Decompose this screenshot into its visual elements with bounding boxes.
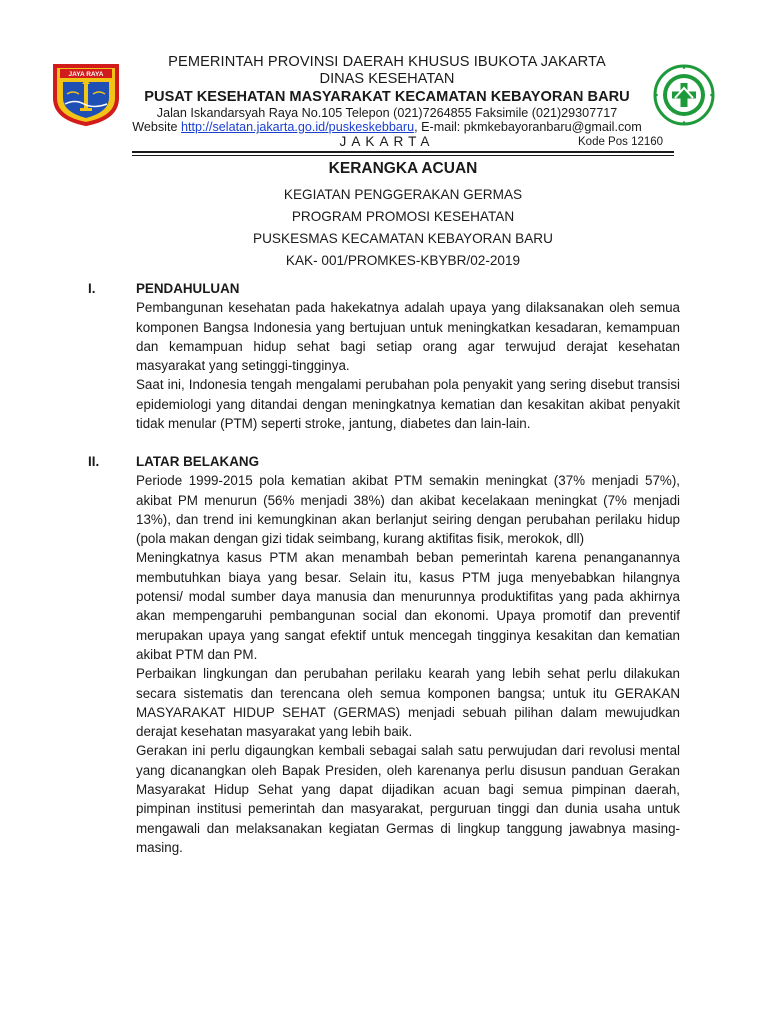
letterhead-line-1: PEMERINTAH PROVINSI DAERAH KHUSUS IBUKOTA JAKARTA <box>168 54 606 70</box>
letterhead-address: Jalan Iskandarsyah Raya No.105 Telepon (021)7264855 Faksimile (021)29307717 <box>156 106 618 120</box>
section-number: II. <box>88 454 100 469</box>
document-subtitle: KEGIATAN PENGGERAKAN GERMAS <box>283 187 523 202</box>
section-heading: LATAR BELAKANG <box>136 454 259 469</box>
paragraph: Saat ini, Indonesia tengah mengalami perubahan pola penyakit yang sering disebut transisi epidemiologi yang ditandai dengan meningkatnya kematian dan kesakitan akibat penyakit tidak menular (PTM) seperti stroke, jantung, diabetes dan lain-lain. <box>136 377 680 432</box>
paragraph: Meningkatnya kasus PTM akan menambah beban pemerintah karena penanganannya membutuhkan biaya yang besar. Selain itu, kasus PTM juga menyebabkan hilangnya potensi/ modal sumber daya manusia dan menurunnya produktifitas yang pada akhirnya akan mempengaruhi pembangunan social dan ekonomi. Upaya promotif dan preventif merupakan upaya yang sangat efektif untuk mencegah tingginya kesakitan dan kematian akibat PTM dan PM. <box>136 550 680 662</box>
website-label: Website <box>132 120 181 134</box>
document-reference-number: KAK- 001/PROMKES-KBYBR/02-2019 <box>285 253 521 268</box>
document-title: KERANGKA ACUAN <box>328 160 478 177</box>
letterhead <box>120 54 654 150</box>
puskesmas-logo <box>653 64 715 126</box>
jakarta-emblem-logo <box>51 64 121 126</box>
paragraph: Periode 1999-2015 pola kematian akibat PTM semakin meningkat (37% menjadi 57%), akibat PM menurun (56% menjadi 38%) dan akibat kecelakaan meningkat (7% menjadi 13%), dan trend ini kemungkinan akan berlanjut seiring dengan perubahan perilaku hidup (pola makan dengan gizi tidak seimbang, kurang aktifitas fisik, merokok, dll) <box>136 473 680 547</box>
document-subtitle: PROGRAM PROMOSI KESEHATAN <box>291 209 515 224</box>
paragraph: Pembangunan kesehatan pada hakekatnya adalah upaya yang dilaksanakan oleh semua komponen Bangsa Indonesia yang bertujuan untuk meningkatkan kesadaran, kemampuan dan kemampuan hidup sehat bagi setiap orang agar terwujud derajat kesehatan masyarakat yang setinggi-tingginya. <box>136 300 680 374</box>
section-latar-belakang <box>88 452 680 857</box>
letterhead-rule-thick <box>132 151 674 153</box>
document-subtitle: PUSKESMAS KECAMATAN KEBAYORAN BARU <box>253 231 553 246</box>
postal-code: Kode Pos 12160 <box>578 136 664 148</box>
letterhead-city: JAKARTA <box>339 134 435 149</box>
document-title-block <box>132 158 674 272</box>
section-number: I. <box>88 281 96 296</box>
paragraph: Perbaikan lingkungan dan perubahan perilaku kearah yang lebih sehat perlu dilakukan secara sistematis dan terencana oleh semua komponen bangsa; untuk itu GERAKAN MASYARAKAT HIDUP SEHAT (GERMAS) menjadi sebuah pilihan dalam mewujudkan derajat kesehatan masyarakat yang lebih baik. <box>136 666 680 740</box>
website-link[interactable]: http://selatan.jakarta.go.id/puskeskebbaru <box>180 120 415 134</box>
letterhead-contact <box>120 120 654 134</box>
paragraph: Gerakan ini perlu digaungkan kembali sebagai salah satu perwujudan dari revolusi mental yang dicanangkan oleh Bapak Presiden, oleh karenanya perlu disusun panduan Gerakan Masyarakat Hidup Sehat yang dapat dijadikan acuan bagi semua pimpinan daerah, pimpinan institusi pemerintah dan masyarakat, perguruan tinggi dan dunia usaha untuk mengawali dan melaksanakan kegiatan Germas di lingkup tanggung jawabnya masing-masing. <box>136 743 680 855</box>
email-text: , E-mail: pkmkebayoranbaru@gmail.com <box>414 120 642 134</box>
section-pendahuluan <box>88 279 680 433</box>
letterhead-institution: PUSAT KESEHATAN MASYARAKAT KECAMATAN KEBAYORAN BARU <box>144 89 630 105</box>
letterhead-rule-thin <box>132 155 674 156</box>
jaya-raya-text: JAYA RAYA <box>68 71 104 79</box>
section-heading: PENDAHULUAN <box>136 281 240 296</box>
letterhead-line-2: DINAS KESEHATAN <box>319 71 455 87</box>
